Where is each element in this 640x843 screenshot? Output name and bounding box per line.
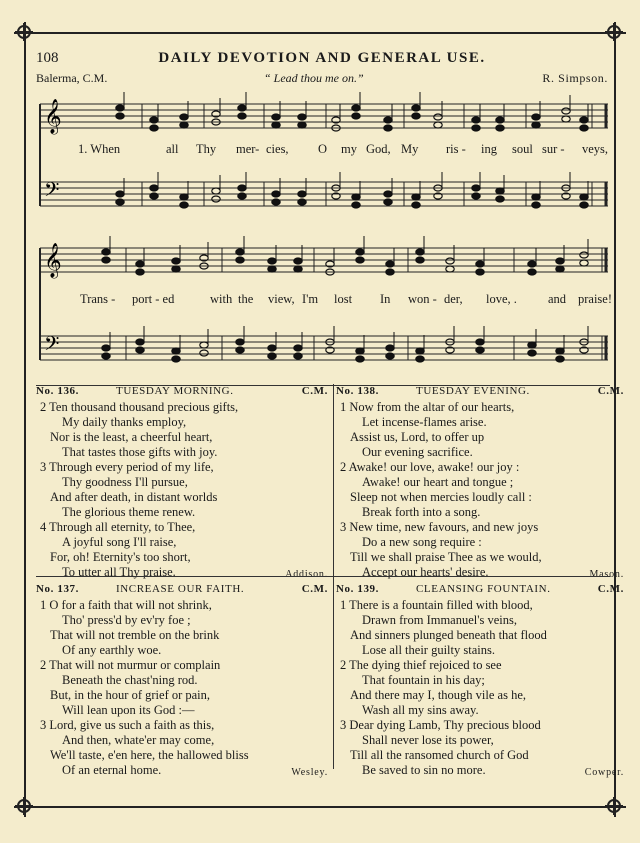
verse-line: Sleep not when mercies loudly call : — [350, 490, 532, 504]
note-head — [212, 188, 220, 194]
note-head — [556, 258, 564, 264]
note-head — [136, 339, 144, 345]
note-head — [580, 202, 588, 208]
lyric-syllable: I'm — [302, 292, 319, 306]
note-head — [528, 269, 536, 275]
note-head — [412, 113, 420, 119]
note-head — [298, 199, 306, 205]
note-head — [384, 117, 392, 123]
frame-left-rule — [24, 22, 26, 817]
note-head — [236, 257, 244, 263]
note-head — [472, 117, 480, 123]
note-head — [496, 188, 504, 194]
note-head — [272, 122, 280, 128]
note-head — [116, 191, 124, 197]
note-head — [268, 258, 276, 264]
note-head — [416, 257, 424, 263]
staff-notation — [36, 230, 612, 380]
lyric-syllable: der, — [444, 292, 463, 306]
note-head — [352, 105, 360, 111]
hymn-number: No. 136. — [36, 385, 79, 397]
lyric-syllable: soul — [512, 142, 533, 156]
page-title: DAILY DEVOTION AND GENERAL USE. — [158, 50, 486, 66]
lyric-syllable: 1. When — [78, 142, 121, 156]
note-head — [446, 266, 454, 272]
note-head — [386, 353, 394, 359]
lyric-syllable: O — [318, 142, 328, 156]
note-head — [532, 122, 540, 128]
note-head — [580, 194, 588, 200]
hymn-author: Wesley. — [291, 767, 328, 778]
verse-line: 2 The dying thief rejoiced to see — [340, 658, 502, 672]
verse-line: Beneath the chast'ning rod. — [62, 673, 198, 687]
verse-line: 1 Now from the altar of our hearts, — [340, 400, 515, 414]
lyric-syllable: sur - — [542, 142, 565, 156]
hymn-meter: C.M. — [301, 385, 328, 397]
note-head — [150, 193, 158, 199]
lyric-syllable: won - — [408, 292, 437, 306]
note-head — [268, 353, 276, 359]
verse-line: That fountain in his day; — [362, 673, 485, 687]
note-head — [272, 191, 280, 197]
verse-line: 3 New time, new favours, and new joys — [340, 520, 539, 534]
verse-line: 2 Ten thousand thousand precious gifts, — [40, 400, 239, 414]
verse-line: Tho' press'd by ev'ry foe ; — [62, 613, 191, 627]
hymn-138 — [336, 384, 624, 580]
corner-ornament-icon — [15, 797, 33, 815]
hymn-meter: C.M. — [597, 385, 624, 397]
lyric-syllable: my — [341, 142, 357, 156]
verse-line: Shall never lose its power, — [362, 733, 494, 747]
note-head — [352, 202, 360, 208]
note-head — [136, 261, 144, 267]
hymn-heading — [336, 582, 624, 598]
verse-line: That will not tremble on the brink — [50, 628, 220, 642]
verse-line: 3 Dear dying Lamb, Thy precious blood — [340, 718, 541, 732]
note-head — [238, 113, 246, 119]
verse-line: Of an eternal home. — [62, 763, 162, 777]
verse-line: Of any earthly woe. — [62, 643, 162, 657]
section-divider — [36, 576, 610, 577]
note-head — [200, 342, 208, 348]
hymn-136 — [36, 384, 328, 580]
lyric-syllable: lost — [334, 292, 353, 306]
note-head — [532, 194, 540, 200]
note-head — [556, 356, 564, 362]
lyric-syllable: port - ed — [132, 292, 175, 306]
note-head — [298, 114, 306, 120]
lyric-syllable: Trans - — [80, 292, 116, 306]
corner-ornament-icon — [605, 797, 623, 815]
bass-clef-icon: 𝄢 — [44, 178, 60, 206]
verse-line: 4 Through all eternity, to Thee, — [40, 520, 196, 534]
hymn-title: INCREASE OUR FAITH. — [116, 583, 245, 595]
note-head — [102, 353, 110, 359]
page-number: 108 — [36, 50, 59, 66]
note-head — [150, 125, 158, 131]
tune-name: Balerma, C.M. — [36, 71, 108, 85]
note-head — [412, 105, 420, 111]
note-head — [416, 348, 424, 354]
hymn-number: No. 138. — [336, 385, 379, 397]
verse-line: Thy goodness I'll pursue, — [62, 475, 188, 489]
note-head — [238, 193, 246, 199]
note-head — [476, 269, 484, 275]
hymn-title: CLEANSING FOUNTAIN. — [416, 583, 551, 595]
note-head — [556, 266, 564, 272]
note-head — [294, 258, 302, 264]
verse-line: And after death, in distant worlds — [50, 490, 218, 504]
verse-line: The glorious theme renew. — [62, 505, 196, 519]
note-head — [352, 113, 360, 119]
hymn-meter: C.M. — [301, 583, 328, 595]
verse-line: Assist us, Lord, to offer up — [350, 430, 485, 444]
note-head — [416, 249, 424, 255]
note-head — [476, 347, 484, 353]
corner-ornament-icon — [605, 23, 623, 41]
note-head — [298, 191, 306, 197]
hymn-title: TUESDAY MORNING. — [116, 385, 234, 397]
note-head — [238, 105, 246, 111]
note-head — [556, 348, 564, 354]
note-head — [180, 194, 188, 200]
note-head — [236, 249, 244, 255]
lyric-syllable: the — [238, 292, 254, 306]
hymn-heading — [336, 384, 624, 400]
verse-line: Till we shall praise Thee as we would, — [350, 550, 542, 564]
note-head — [384, 125, 392, 131]
note-head — [412, 194, 420, 200]
lyric-syllable: ris - — [446, 142, 466, 156]
lyric-syllable: praise! — [578, 292, 613, 306]
note-head — [384, 191, 392, 197]
note-head — [200, 350, 208, 356]
lyric-syllable: view, — [268, 292, 295, 306]
verse-line: And sinners plunged beneath that flood — [350, 628, 547, 642]
verse-line: 2 That will not murmur or complain — [40, 658, 221, 672]
frame-top-rule — [14, 32, 626, 34]
note-head — [238, 185, 246, 191]
lyric-syllable: ing — [481, 142, 497, 156]
hymn-number: No. 139. — [336, 583, 379, 595]
note-head — [236, 339, 244, 345]
note-head — [580, 125, 588, 131]
verse-line: 1 O for a faith that will not shrink, — [40, 598, 212, 612]
verse-line: We'll taste, e'en here, the hallowed bliss — [50, 748, 249, 762]
note-head — [476, 261, 484, 267]
note-head — [172, 258, 180, 264]
hymn-author: Cowper. — [584, 767, 624, 778]
music-system-2 — [36, 230, 612, 380]
hymn-author: Addison. — [285, 569, 328, 580]
tune-composer: R. Simpson. — [542, 71, 608, 85]
verse-line: My daily thanks employ, — [62, 415, 187, 429]
note-head — [386, 345, 394, 351]
verse-line: Our evening sacrifice. — [362, 445, 473, 459]
verse-line: Awake! our heart and tongue ; — [362, 475, 514, 489]
note-head — [298, 122, 306, 128]
verse-line: Break forth into a song. — [362, 505, 481, 519]
note-head — [272, 199, 280, 205]
verse-line: Nor is the least, a cheerful heart, — [50, 430, 213, 444]
note-head — [172, 266, 180, 272]
verse-line: Till all the ransomed church of God — [350, 748, 529, 762]
note-head — [532, 202, 540, 208]
note-head — [116, 199, 124, 205]
hymn-title: TUESDAY EVENING. — [416, 385, 530, 397]
treble-clef-icon: 𝄞 — [44, 243, 62, 278]
verse-line: 1 There is a fountain filled with blood, — [340, 598, 533, 612]
music-system-1 — [36, 86, 612, 214]
lyric-syllable: cies, — [266, 142, 289, 156]
hymn-137 — [36, 582, 328, 778]
note-head — [532, 114, 540, 120]
note-head — [150, 117, 158, 123]
hymn-author: Mason. — [589, 569, 624, 580]
note-head — [172, 356, 180, 362]
note-head — [472, 185, 480, 191]
note-head — [496, 117, 504, 123]
verse-line: 3 Lord, give us such a faith as this, — [40, 718, 215, 732]
verse-line: Do a new song require : — [362, 535, 482, 549]
verse-line: 3 Through every period of my life, — [40, 460, 214, 474]
lyric-syllable: with — [210, 292, 233, 306]
corner-ornament-icon — [15, 23, 33, 41]
note-head — [150, 185, 158, 191]
note-head — [528, 261, 536, 267]
lyric-syllable: mer- — [236, 142, 260, 156]
hymn-heading — [36, 384, 328, 400]
note-head — [416, 356, 424, 362]
lyric-syllable: Thy — [196, 142, 217, 156]
hymn-139 — [336, 582, 624, 778]
note-head — [180, 114, 188, 120]
note-head — [496, 196, 504, 202]
note-head — [212, 196, 220, 202]
note-head — [294, 266, 302, 272]
verse-line: For, oh! Eternity's too short, — [50, 550, 191, 564]
note-head — [272, 114, 280, 120]
note-head — [136, 347, 144, 353]
lyric-syllable: God, — [366, 142, 391, 156]
page-header — [36, 50, 608, 68]
note-head — [472, 193, 480, 199]
note-head — [356, 249, 364, 255]
hymn-number: No. 137. — [36, 583, 79, 595]
verse-line: Be saved to sin no more. — [362, 763, 486, 777]
note-head — [294, 353, 302, 359]
verse-line: Wash all my sins away. — [362, 703, 479, 717]
note-head — [102, 345, 110, 351]
verse-line: That tastes those gifts with joy. — [62, 445, 218, 459]
verse-line: Lose all their guilty stains. — [362, 643, 495, 657]
verse-line: And there may I, though vile as he, — [350, 688, 526, 702]
treble-clef-icon: 𝄞 — [44, 99, 62, 134]
note-head — [580, 117, 588, 123]
note-head — [528, 350, 536, 356]
note-head — [472, 125, 480, 131]
note-head — [476, 339, 484, 345]
verse-line: And then, whate'er may come, — [62, 733, 215, 747]
note-head — [580, 260, 588, 266]
note-head — [180, 202, 188, 208]
bass-clef-icon: 𝄢 — [44, 332, 60, 360]
verse-line: Will lean upon its God :— — [62, 703, 195, 717]
note-head — [434, 114, 442, 120]
note-head — [580, 252, 588, 258]
lyric-syllable: My — [401, 142, 419, 156]
lyric-syllable: all — [166, 142, 179, 156]
note-head — [528, 342, 536, 348]
note-head — [172, 348, 180, 354]
note-head — [446, 258, 454, 264]
note-head — [356, 356, 364, 362]
note-head — [180, 122, 188, 128]
note-head — [116, 113, 124, 119]
note-head — [496, 125, 504, 131]
verse-line: 2 Awake! our love, awake! our joy : — [340, 460, 520, 474]
lyric-syllable: In — [380, 292, 391, 306]
note-head — [356, 348, 364, 354]
note-head — [562, 116, 570, 122]
verse-line: To utter all Thy praise. — [62, 565, 176, 579]
lyric-syllable: veys, — [582, 142, 609, 156]
note-head — [352, 194, 360, 200]
note-head — [386, 269, 394, 275]
note-head — [384, 199, 392, 205]
note-head — [294, 345, 302, 351]
verse-line: Drawn from Immanuel's veins, — [362, 613, 517, 627]
lyric-syllable: love, . — [486, 292, 517, 306]
note-head — [268, 266, 276, 272]
verse-line: Let incense-flames arise. — [362, 415, 487, 429]
note-head — [356, 257, 364, 263]
verse-line: Accept our hearts' desire. — [362, 565, 489, 579]
frame-bottom-rule — [14, 806, 626, 808]
note-head — [412, 202, 420, 208]
tune-motto: “ Lead thou me on.” — [264, 71, 364, 85]
hymn-meter: C.M. — [597, 583, 624, 595]
verse-line: But, in the hour of grief or pain, — [50, 688, 211, 702]
note-head — [236, 347, 244, 353]
hymn-heading — [36, 582, 328, 598]
note-head — [102, 257, 110, 263]
note-head — [434, 122, 442, 128]
note-head — [116, 105, 124, 111]
note-head — [102, 249, 110, 255]
note-head — [136, 269, 144, 275]
section-divider — [36, 385, 610, 386]
note-head — [562, 108, 570, 114]
lyric-syllable: and — [548, 292, 567, 306]
note-head — [268, 345, 276, 351]
verse-line: A joyful song I'll raise, — [62, 535, 177, 549]
note-head — [386, 261, 394, 267]
